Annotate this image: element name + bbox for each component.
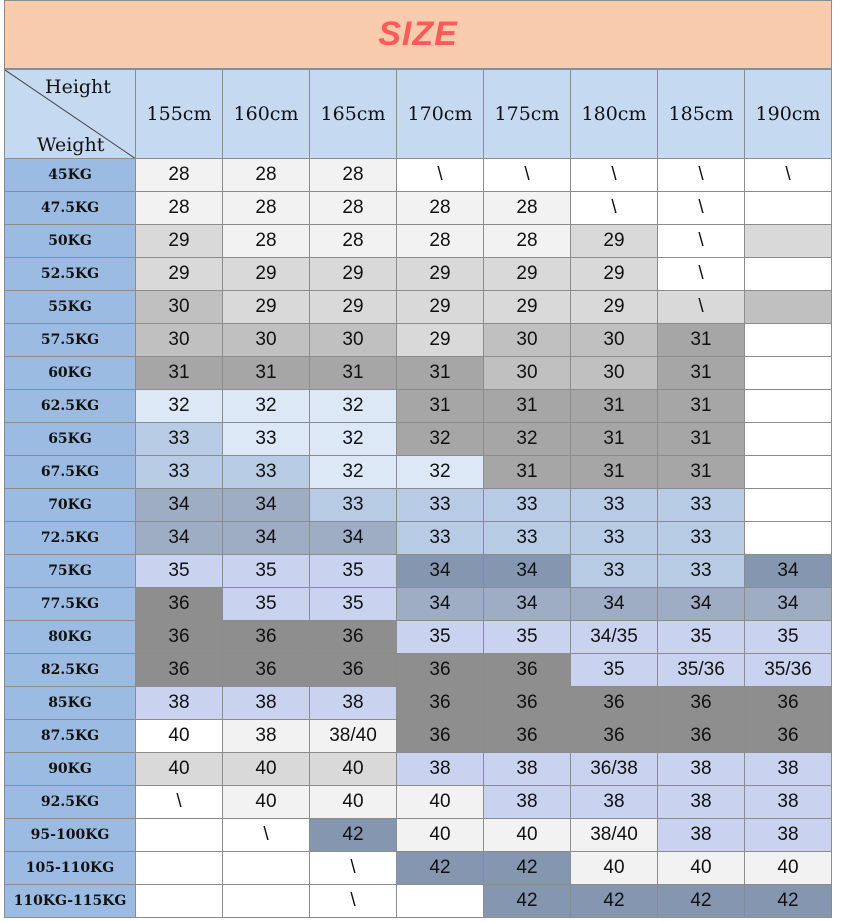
size-cell	[745, 192, 832, 225]
size-cell: 34	[484, 588, 571, 621]
size-cell: 42	[571, 885, 658, 918]
size-cell	[745, 456, 832, 489]
weight-axis-label: Weight	[37, 134, 105, 156]
size-cell: 38	[223, 687, 310, 720]
size-cell: 29	[484, 291, 571, 324]
size-cell: 35/36	[658, 654, 745, 687]
size-cell: 33	[136, 423, 223, 456]
size-cell: 30	[310, 324, 397, 357]
size-cell: 28	[310, 192, 397, 225]
size-cell: 31	[571, 390, 658, 423]
size-cell: 40	[136, 720, 223, 753]
size-cell: 36/38	[571, 753, 658, 786]
weight-label: 80KG	[5, 621, 136, 654]
size-cell: 35/36	[745, 654, 832, 687]
size-cell: 40	[223, 786, 310, 819]
size-cell: 35	[745, 621, 832, 654]
size-cell: \	[571, 192, 658, 225]
table-row	[5, 258, 832, 291]
size-cell: 34	[745, 555, 832, 588]
size-cell: 38	[745, 786, 832, 819]
size-cell: 40	[310, 753, 397, 786]
size-cell: 36	[745, 687, 832, 720]
size-cell	[745, 357, 832, 390]
size-cell: 28	[310, 225, 397, 258]
weight-label: 110KG-115KG	[5, 885, 136, 918]
size-cell: 29	[397, 258, 484, 291]
size-cell: 36	[571, 720, 658, 753]
weight-label: 65KG	[5, 423, 136, 456]
weight-label: 105-110KG	[5, 852, 136, 885]
size-cell: \	[745, 159, 832, 192]
size-cell: 36	[136, 654, 223, 687]
size-cell: 29	[484, 258, 571, 291]
size-cell: 29	[397, 291, 484, 324]
table-row	[5, 192, 832, 225]
size-cell: 36	[658, 687, 745, 720]
size-cell: 40	[310, 786, 397, 819]
size-cell: 42	[397, 852, 484, 885]
weight-label: 70KG	[5, 489, 136, 522]
size-cell: 38/40	[571, 819, 658, 852]
size-cell: \	[310, 852, 397, 885]
size-cell: 38	[745, 753, 832, 786]
size-cell: 32	[310, 456, 397, 489]
size-cell	[136, 819, 223, 852]
size-cell: 33	[571, 522, 658, 555]
size-cell: 33	[658, 555, 745, 588]
size-cell: 32	[310, 390, 397, 423]
size-cell: 38	[658, 819, 745, 852]
size-cell: 29	[571, 291, 658, 324]
size-cell: 40	[223, 753, 310, 786]
size-cell: 31	[397, 357, 484, 390]
weight-label: 77.5KG	[5, 588, 136, 621]
size-cell	[136, 885, 223, 918]
weight-label: 85KG	[5, 687, 136, 720]
size-cell: 38	[571, 786, 658, 819]
size-cell: 38	[745, 819, 832, 852]
size-cell: 30	[223, 324, 310, 357]
size-cell: 36	[484, 687, 571, 720]
size-cell: 36	[397, 654, 484, 687]
size-cell: 31	[658, 390, 745, 423]
size-cell: 32	[484, 423, 571, 456]
size-cell: \	[658, 192, 745, 225]
size-cell: 33	[658, 522, 745, 555]
size-cell: 29	[397, 324, 484, 357]
table-row	[5, 456, 832, 489]
weight-label: 87.5KG	[5, 720, 136, 753]
size-cell	[745, 225, 832, 258]
size-cell: 33	[484, 489, 571, 522]
weight-label: 50KG	[5, 225, 136, 258]
weight-label: 62.5KG	[5, 390, 136, 423]
size-cell: 28	[484, 192, 571, 225]
size-cell: 34/35	[571, 621, 658, 654]
size-cell: 36	[397, 720, 484, 753]
size-cell: 40	[397, 819, 484, 852]
size-cell	[745, 324, 832, 357]
size-cell: 42	[745, 885, 832, 918]
size-cell: 29	[571, 258, 658, 291]
size-cell	[745, 489, 832, 522]
size-cell: 36	[658, 720, 745, 753]
weight-label: 75KG	[5, 555, 136, 588]
size-cell: 31	[136, 357, 223, 390]
size-cell: 36	[571, 687, 658, 720]
size-cell: 38	[136, 687, 223, 720]
size-cell: 32	[310, 423, 397, 456]
size-cell: 40	[397, 786, 484, 819]
height-header: 165cm	[310, 70, 397, 159]
size-cell: 35	[310, 555, 397, 588]
height-header: 160cm	[223, 70, 310, 159]
size-cell: 35	[571, 654, 658, 687]
table-row	[5, 588, 832, 621]
table-row	[5, 885, 832, 918]
size-cell: 36	[397, 687, 484, 720]
size-cell: 34	[136, 489, 223, 522]
size-cell: 40	[571, 852, 658, 885]
size-cell	[745, 291, 832, 324]
weight-label: 90KG	[5, 753, 136, 786]
size-cell: 30	[484, 324, 571, 357]
size-cell: 30	[571, 357, 658, 390]
table-row	[5, 357, 832, 390]
size-cell: 28	[397, 225, 484, 258]
size-cell: 38	[484, 786, 571, 819]
height-header: 190cm	[745, 70, 832, 159]
size-cell: 42	[310, 819, 397, 852]
size-cell: 34	[397, 555, 484, 588]
size-cell: 31	[310, 357, 397, 390]
size-cell: \	[397, 159, 484, 192]
size-cell: 38	[223, 720, 310, 753]
title-banner	[4, 0, 832, 69]
size-cell	[223, 885, 310, 918]
size-cell: 32	[397, 456, 484, 489]
size-cell: 28	[310, 159, 397, 192]
size-cell: 34	[136, 522, 223, 555]
size-cell: 35	[484, 621, 571, 654]
weight-label: 47.5KG	[5, 192, 136, 225]
weight-label: 52.5KG	[5, 258, 136, 291]
weight-label: 55KG	[5, 291, 136, 324]
header-row	[5, 70, 832, 159]
table-row	[5, 390, 832, 423]
size-cell: 35	[310, 588, 397, 621]
size-cell: 42	[484, 885, 571, 918]
size-cell: 31	[223, 357, 310, 390]
size-cell: 28	[223, 159, 310, 192]
size-cell: 31	[571, 456, 658, 489]
size-cell: 34	[745, 588, 832, 621]
size-cell: \	[571, 159, 658, 192]
table-row	[5, 291, 832, 324]
size-cell: 31	[571, 423, 658, 456]
size-cell: 38/40	[310, 720, 397, 753]
weight-label: 67.5KG	[5, 456, 136, 489]
size-cell: 34	[571, 588, 658, 621]
table-row	[5, 786, 832, 819]
size-cell: 35	[223, 588, 310, 621]
table-row	[5, 720, 832, 753]
size-cell: 30	[571, 324, 658, 357]
size-cell: 40	[658, 852, 745, 885]
table-row	[5, 753, 832, 786]
size-cell: 34	[397, 588, 484, 621]
table-row	[5, 522, 832, 555]
table-row	[5, 654, 832, 687]
height-header: 170cm	[397, 70, 484, 159]
size-cell: 33	[484, 522, 571, 555]
size-cell	[397, 885, 484, 918]
size-cell: 29	[571, 225, 658, 258]
size-cell: 36	[310, 654, 397, 687]
size-cell: 29	[136, 225, 223, 258]
size-cell	[745, 258, 832, 291]
size-cell: 33	[223, 423, 310, 456]
size-cell: 40	[136, 753, 223, 786]
size-cell: 34	[223, 522, 310, 555]
size-cell: 31	[397, 390, 484, 423]
table-row	[5, 555, 832, 588]
size-cell: \	[658, 258, 745, 291]
size-cell: 42	[658, 885, 745, 918]
size-cell: 36	[745, 720, 832, 753]
size-cell: 35	[223, 555, 310, 588]
size-cell: 42	[484, 852, 571, 885]
size-cell: 28	[136, 159, 223, 192]
size-cell: 30	[484, 357, 571, 390]
size-cell: 33	[397, 489, 484, 522]
size-cell: 31	[658, 456, 745, 489]
table-row	[5, 489, 832, 522]
size-cell: 36	[484, 654, 571, 687]
size-chart-table	[4, 69, 832, 918]
size-cell: 29	[310, 258, 397, 291]
size-cell: 36	[223, 654, 310, 687]
size-cell: 36	[310, 621, 397, 654]
size-cell: 32	[223, 390, 310, 423]
table-row	[5, 324, 832, 357]
size-cell: 30	[136, 324, 223, 357]
weight-label: 45KG	[5, 159, 136, 192]
weight-label: 60KG	[5, 357, 136, 390]
size-cell: \	[658, 159, 745, 192]
size-cell: 38	[484, 753, 571, 786]
table-row	[5, 687, 832, 720]
size-cell: 31	[484, 390, 571, 423]
size-cell: 40	[484, 819, 571, 852]
size-cell: 35	[136, 555, 223, 588]
page-title: SIZE	[378, 15, 458, 53]
size-cell: 38	[658, 753, 745, 786]
corner-cell	[5, 70, 136, 159]
table-row	[5, 423, 832, 456]
size-cell: 28	[136, 192, 223, 225]
size-cell: 35	[397, 621, 484, 654]
size-cell: 33	[571, 555, 658, 588]
weight-label: 72.5KG	[5, 522, 136, 555]
size-cell: \	[223, 819, 310, 852]
size-cell: 30	[136, 291, 223, 324]
size-table-body	[5, 159, 832, 918]
size-cell: 40	[745, 852, 832, 885]
size-cell: 35	[658, 621, 745, 654]
size-cell: 28	[397, 192, 484, 225]
size-cell: 31	[658, 357, 745, 390]
weight-label: 92.5KG	[5, 786, 136, 819]
size-cell: 31	[658, 324, 745, 357]
size-cell: 29	[223, 258, 310, 291]
size-cell: \	[310, 885, 397, 918]
size-cell: \	[658, 291, 745, 324]
size-cell: 31	[658, 423, 745, 456]
table-row	[5, 225, 832, 258]
weight-label: 57.5KG	[5, 324, 136, 357]
size-cell	[223, 852, 310, 885]
size-cell	[745, 522, 832, 555]
size-cell: 33	[571, 489, 658, 522]
size-cell: 36	[223, 621, 310, 654]
weight-label: 82.5KG	[5, 654, 136, 687]
size-cell: 33	[223, 456, 310, 489]
size-cell	[745, 390, 832, 423]
table-row	[5, 621, 832, 654]
height-axis-label: Height	[45, 76, 111, 98]
size-cell: 29	[136, 258, 223, 291]
height-header: 175cm	[484, 70, 571, 159]
size-cell: 28	[223, 225, 310, 258]
size-cell: 33	[658, 489, 745, 522]
size-cell: \	[658, 225, 745, 258]
size-cell: 29	[310, 291, 397, 324]
size-cell: 36	[136, 588, 223, 621]
size-cell: 34	[310, 522, 397, 555]
size-cell: 28	[484, 225, 571, 258]
height-header: 185cm	[658, 70, 745, 159]
weight-label: 95-100KG	[5, 819, 136, 852]
height-header: 155cm	[136, 70, 223, 159]
size-cell: 38	[658, 786, 745, 819]
size-cell: 36	[136, 621, 223, 654]
size-cell: 38	[397, 753, 484, 786]
size-cell: 32	[397, 423, 484, 456]
size-cell: 31	[484, 456, 571, 489]
table-row	[5, 159, 832, 192]
table-row	[5, 852, 832, 885]
size-cell: 33	[310, 489, 397, 522]
size-cell: 34	[484, 555, 571, 588]
size-cell: 38	[310, 687, 397, 720]
size-cell: 36	[484, 720, 571, 753]
size-cell: \	[484, 159, 571, 192]
size-cell	[745, 423, 832, 456]
size-cell: 32	[136, 390, 223, 423]
table-row	[5, 819, 832, 852]
height-header: 180cm	[571, 70, 658, 159]
size-cell: 34	[223, 489, 310, 522]
size-cell: 29	[223, 291, 310, 324]
size-cell: \	[136, 786, 223, 819]
size-cell: 28	[223, 192, 310, 225]
size-cell: 34	[658, 588, 745, 621]
size-cell: 33	[136, 456, 223, 489]
size-cell	[136, 852, 223, 885]
size-cell: 33	[397, 522, 484, 555]
